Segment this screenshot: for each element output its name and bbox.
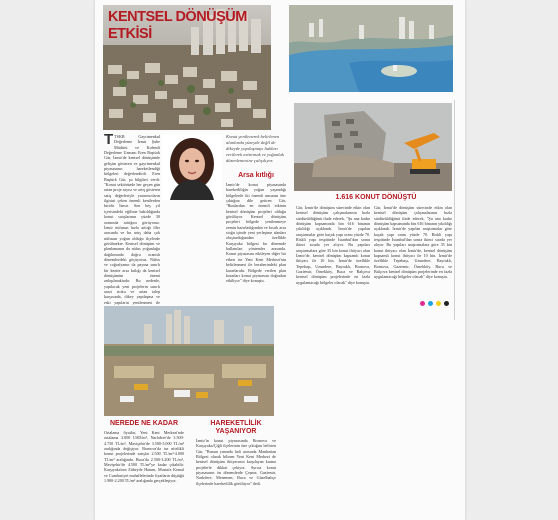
nerede-column: Ortalama fiyatlar, Yeni Kent Merkezi'nde ortalama 3.000 USD/m², Narlıdere'de 3.500-4.750 TL/m², Mavişehir'de 3.500-5.000 TL/m² aralığında değişiyor. Bornova'da ise nitelikli konut projelerinde satışlar 2.500 TL/m²-4.000 TL/m² aralığında. Buca'da 2.500-3.200 TL/m², Mavişehir'de 4.500 TL/m²'ye kadar çıkabilir. Karşıyaka'nın Zübeyde Hanım, Mustafa Kemal ve Cumhuriyet mahallelerinde fiyatların düştüğü 1.900-2.200 TL/m² aralığında gerçekleşiyor. — [104, 430, 184, 484]
konut-text-continued: Gür, İzmir'de dönüşüm sürecinde etkin olan kentsel dönüşüm çalışmalarının hızla sürdürüldüğünü ifade ederek, "Şu ana kadar dönüşüm kapsamında bin 616 binanın yıkıldığı açıklandı. İzmir'de yapılan araştırmalar göre kaçak yapı oranı yüzde 70. Riskli yapı tespitinde İstanbul'dan sonra ikinci sırada yer alıyor. Bu yapıları araştırmalara göre 35 bin konut ihtiyacı olan İzmir'de, kentsel dönüşüm kapsamlı konut ihtiyacı ile 10 bin. İzmir'de özellikle Tepebaşı, Uzundere, Bayraklı, Bornova, Gaziemir, Örnekköy, Buca ve Balçova kentsel dönüşüm projelerinde en fazla uygulamacağı bölgeler olacak" diye konuştu. — [374, 205, 452, 280]
subhead-hareketlilik-line1: HAREKETLİLİK — [210, 420, 262, 427]
arsa-column: İzmir'de konut piyasasında hareketliliğin yoğun yaşandığı bölgelerde iki önemli unsurun öne çıktığını dile getiren Gür, "Bunlardan en önemli etkinin kentsel dönüşüm projeleri olduğu görülüyor. Kentsel dönüşüm projeleri bölgede yenilenmeye zemin hazırladığından ve kısıtlı arsa stoğu içinde yeni yerleşime alanları oluşturduğundan özellikle Karşıyaka bölgesi bu dönemde kullanılan yöntemler arasında. Konut piyasasını etkileyen diğer bir etken ise Yeni Kent Merkezi'nin belirlenmesi ile beraberindeki plan kararlarıdır. Bölgede verilen plan kararları konut piyasasını doğrudan etkiliyor" diye konuştu. — [226, 182, 286, 284]
konut-text: Gür, İzmir'de dönüşüm sürecinde etkin olan kentsel dönüşüm çalışmalarının hızla sürdürüldüğünü ifade ederek, "Şu ana kadar dönüşüm kapsamında bin 616 binanın yıkıldığı açıklandı. İzmir'de yapılan araştırmalar göre kaçak yapı oranı yüzde 70. Riskli yapı tespitinde İstanbul'dan sonra ikinci sırada yer alıyor. Bu yapıları araştırmalara göre 35 bin konut ihtiyacı olan İzmir'de, kentsel dönüşüm kapsamlı konut ihtiyacı ile 10 bin. İzmir'de özellikle Tepebaşı, Uzundere, Bayraklı, Bornova, Gaziemir, Örnekköy, Buca ve Balçova kentsel dönüşüm projelerinde en fazla uygulamacağı bölgeler olacak" diye konuştu. — [296, 205, 370, 285]
subhead-hareketlilik-line2: YAŞANIYOR — [215, 428, 257, 435]
drop-cap: T — [104, 131, 114, 148]
construction-site-photo — [104, 306, 274, 416]
registration-dot-yellow — [436, 301, 441, 306]
subhead-1616-konut: 1.616 KONUT DÖNÜŞTÜ — [335, 194, 417, 201]
intro-text: TSKB Gayrimenkul Değerleme İzmir Şube Müdürü ve Kıdemli Değerleme Uzmanı Eren Baştürk Gür, İzmir'de kentsel dönüşümle gelişim gösteren ve gayrimenkul piyasasının hareketlendiği bölgeleri değerlendirdi. Eren Baştürk Gür, şu bilgileri verdi: "Konut sektöründe her geçen gün artan proje sayısı ve artış gösteren satış değerleriyle yatırımcıların ilgisini çeken önemli kentlerden biridir İzmir. Son beş yıl içerisindeki eğilime bakıldığında konut satışlarının yüzde 30 oranında arttığını görüyoruz. İzmir nüfusun hızla arttığı iller arasında ve bu artış daha çok nüfusun yoğun olduğu ilçelerde görülmekte. Kentsel dönüşüm ve planlamanın da nüfus yoğunluğu dağılımında doğru orantılı dönemlerdeki göçüyoruz. Nüfus ve coğrafyanın da payına sınırlı bir kentte arsa kıtlığı da kentsel dönüşümün önemi anlaşılmaktadır. Bu nedenle, yapılacak yeni projelerin sınırlı arazi stoku ve artan talep karşısında, dikey yapılaşma ve eski yapıların yenilenmesi ile — [104, 134, 160, 305]
registration-dot-black — [444, 301, 449, 306]
izmir-bay-aerial-photo — [289, 5, 453, 92]
intro-column — [104, 131, 160, 305]
registration-dot-magenta — [420, 301, 425, 306]
right-column-divider — [454, 100, 455, 320]
headline-line1: KENTSEL DÖNÜŞÜM — [108, 9, 247, 25]
building-demolition-photo — [294, 103, 452, 191]
hareket-column: İzmir'in konut piyasasında Bornova ve Karşıyaka/Çiğli ilçelerinin öne çıktığını belirten Gür, "Bunun yanında hali arasında Manhattan Bölgesi olarak bilinen Yeni Kent Merkezi de kentsel dönüşüm ihtiyacının karşılayan karma projelerle dikkat çekiyor. Ayrıca konut piyasasının ön dönemlerde Çeşme, Gaziemir, Narlıdere, Menemen, Buca ve Güzelbahçe ilçelerinde hareketlilik görülüyor" dedi. — [196, 438, 276, 486]
subhead-nerede-ne-kadar: NEREDE NE KADAR — [109, 420, 179, 427]
registration-dot-cyan — [428, 301, 433, 306]
konut-column-1 — [296, 205, 370, 297]
pull-quote: Konut yenilenerek belirlenen alanlarda yüzeyde değil de dikeyde yapılaşmayı hakları verilerek arttırmak ve yoğunluk düzenlemesine çalışılıyor. — [226, 134, 284, 163]
headline-line2: ETKİSİ — [108, 26, 152, 42]
eren-basturk-gur-portrait — [162, 134, 222, 200]
konut-column-2 — [374, 205, 452, 297]
subhead-arsa-kitligi: Arsa kıtlığı — [238, 172, 274, 179]
